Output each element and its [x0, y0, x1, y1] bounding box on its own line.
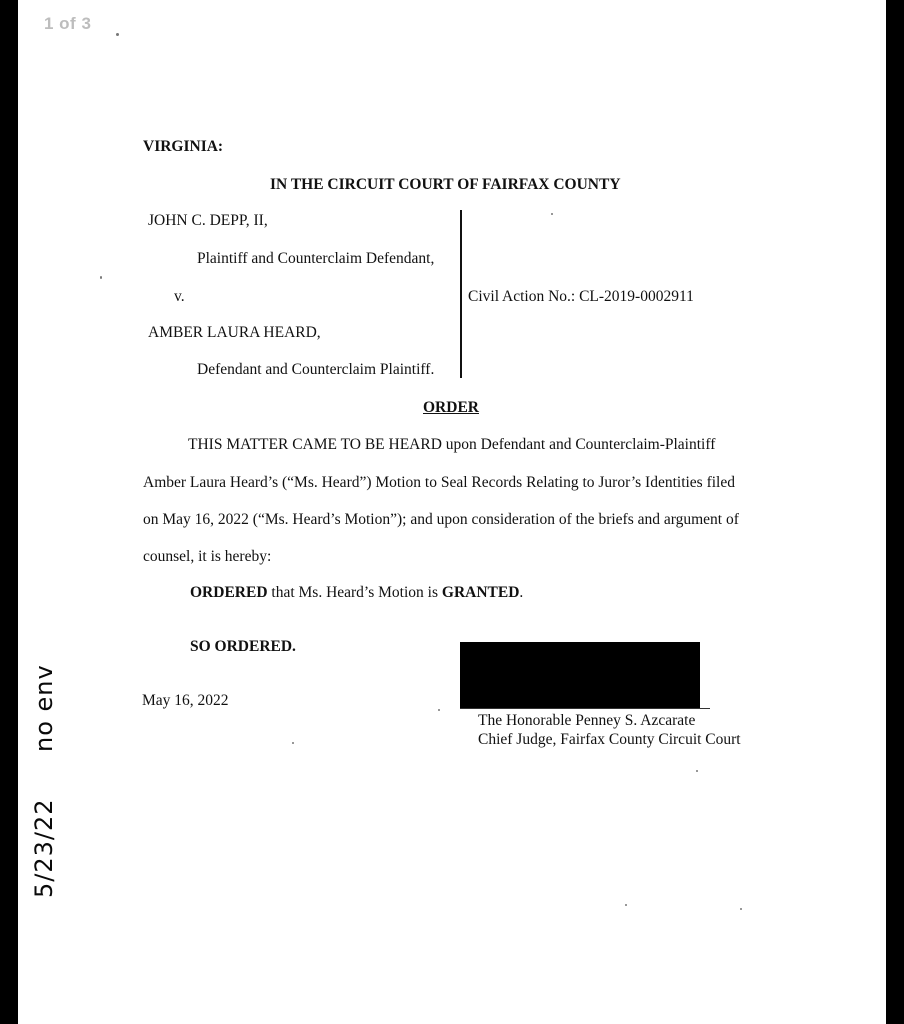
scan-speck — [292, 742, 294, 744]
scan-speck — [438, 709, 440, 711]
defendant-name: AMBER LAURA HEARD, — [148, 324, 321, 341]
page-indicator: 1 of 3 — [44, 14, 92, 33]
document-page[interactable] — [18, 0, 886, 1024]
scan-speck — [740, 908, 742, 910]
ordered-middle: that Ms. Heard’s Motion is — [267, 584, 442, 601]
handwritten-note-no-env: no env — [30, 664, 58, 752]
ordered-lead: ORDERED — [190, 584, 268, 601]
plaintiff-role: Plaintiff and Counterclaim Defendant, — [197, 250, 435, 267]
scan-speck — [100, 276, 102, 279]
signature-line — [460, 708, 710, 709]
versus-label: v. — [174, 288, 185, 305]
scan-speck — [696, 770, 698, 772]
scan-speck — [551, 213, 553, 215]
civil-action-number: Civil Action No.: CL-2019-0002911 — [468, 288, 694, 305]
jurisdiction-heading: VIRGINIA: — [143, 138, 224, 155]
court-heading: IN THE CIRCUIT COURT OF FAIRFAX COUNTY — [270, 176, 621, 193]
ordered-result: GRANTED — [441, 584, 520, 601]
order-title: ORDER — [423, 399, 479, 416]
caption-divider — [460, 210, 462, 378]
judge-title: Chief Judge, Fairfax County Circuit Court — [478, 731, 741, 748]
signature-redaction — [460, 642, 700, 708]
order-date: May 16, 2022 — [142, 692, 229, 709]
body-line: counsel, it is hereby: — [143, 548, 272, 565]
plaintiff-name: JOHN C. DEPP, II, — [148, 212, 268, 229]
body-line: Amber Laura Heard’s (“Ms. Heard”) Motion to Seal Records Relating to Juror’s Identities filed — [143, 474, 735, 491]
handwritten-note-date: 5/23/22 — [30, 798, 58, 898]
defendant-role: Defendant and Counterclaim Plaintiff. — [197, 361, 435, 378]
scan-speck — [625, 904, 627, 906]
judge-name: The Honorable Penney S. Azcarate — [478, 712, 696, 729]
ordered-clause — [190, 584, 523, 602]
body-line: THIS MATTER CAME TO BE HEARD upon Defendant and Counterclaim-Plaintiff — [188, 436, 716, 453]
so-ordered: SO ORDERED. — [190, 638, 296, 655]
ordered-tail: . — [519, 584, 524, 601]
scan-speck — [116, 33, 119, 36]
body-line: on May 16, 2022 (“Ms. Heard’s Motion”); and upon consideration of the briefs and argument of — [143, 511, 739, 528]
